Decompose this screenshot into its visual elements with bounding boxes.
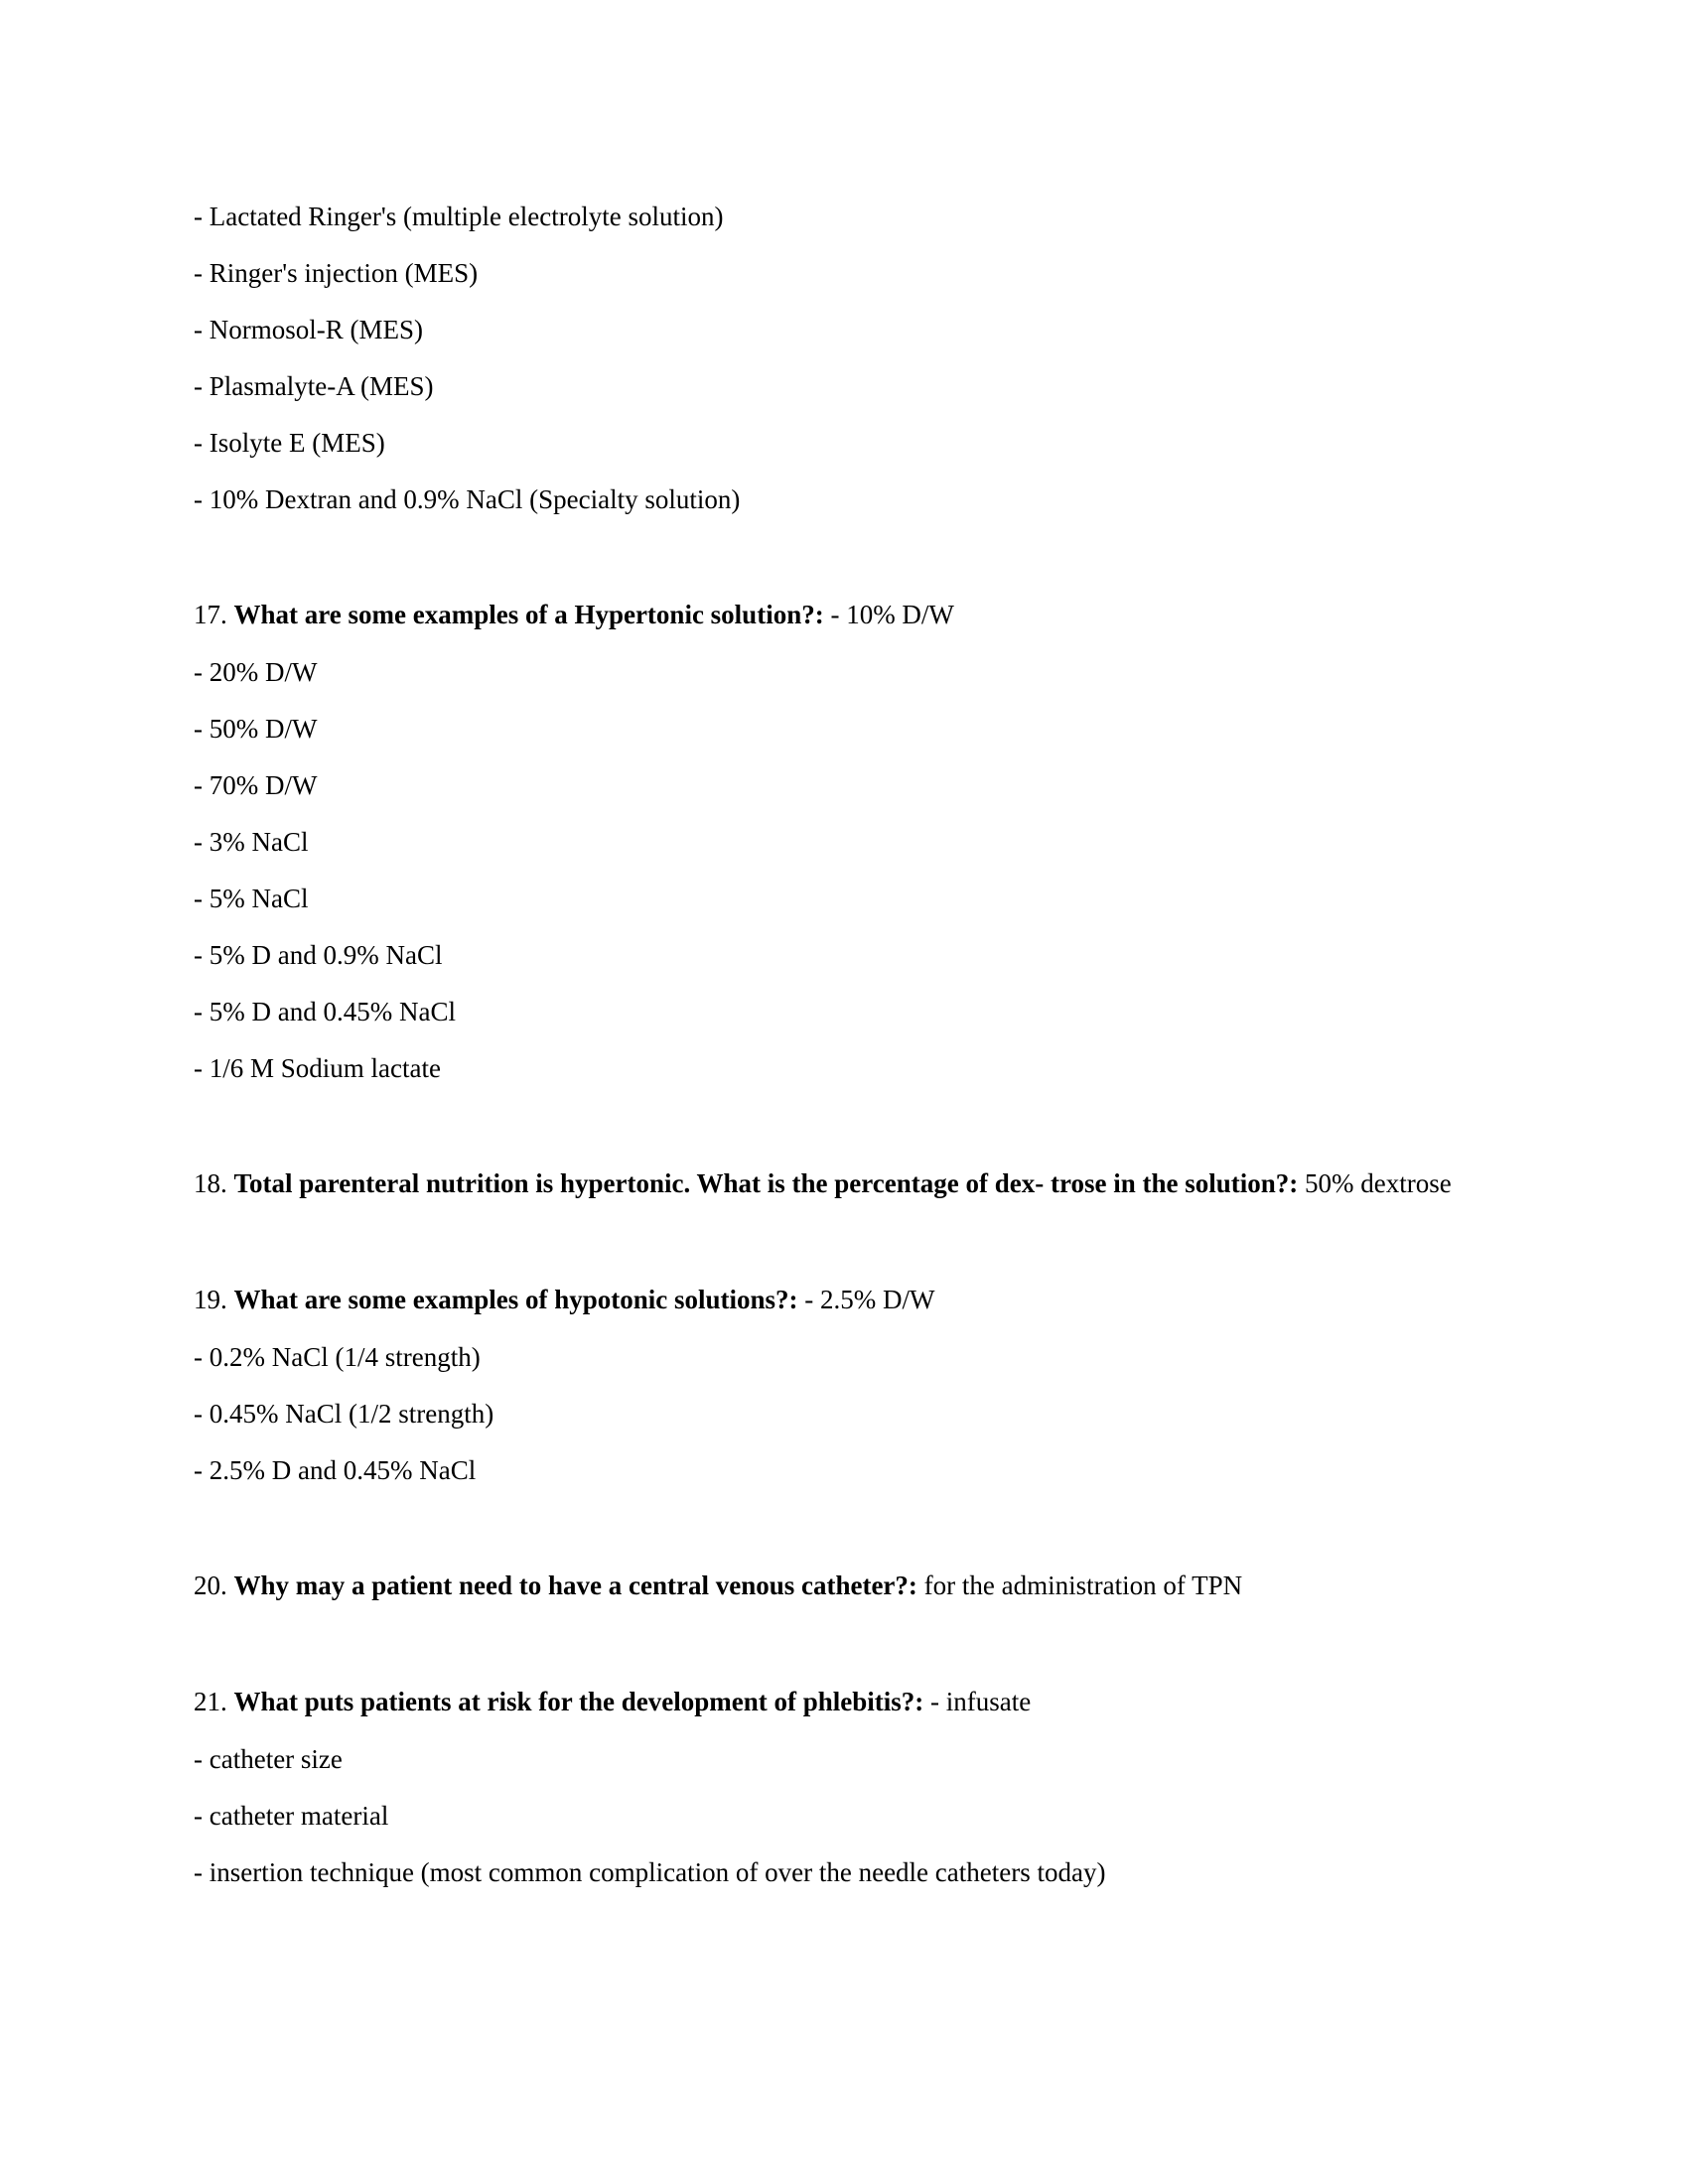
list-item: - 5% D and 0.9% NaCl bbox=[194, 940, 443, 970]
list-item: - 5% NaCl bbox=[194, 884, 309, 913]
qa-item-18 bbox=[194, 1155, 1479, 1213]
list-item: - 2.5% D and 0.45% NaCl bbox=[194, 1455, 477, 1485]
section-spacer bbox=[194, 528, 1479, 586]
qa-answer: - 2.5% D/W bbox=[804, 1285, 935, 1314]
intro-list bbox=[194, 189, 1479, 528]
list-item: - 70% D/W bbox=[194, 770, 318, 800]
qa-item-21 bbox=[194, 1673, 1479, 1901]
qa-number: 19. bbox=[194, 1285, 227, 1314]
section-spacer bbox=[194, 1615, 1479, 1673]
qa-question: Total parenteral nutrition is hypertonic. What is the percentage of dex- trose in the solution?: bbox=[233, 1168, 1299, 1198]
qa-number: 18. bbox=[194, 1168, 227, 1198]
list-item: - 10% Dextran and 0.9% NaCl (Specialty solution) bbox=[194, 484, 741, 514]
qa-question: What are some examples of a Hypertonic solution?: bbox=[233, 600, 824, 629]
section-spacer bbox=[194, 1499, 1479, 1557]
qa-item-17 bbox=[194, 586, 1479, 1097]
list-item: - 50% D/W bbox=[194, 714, 318, 744]
qa-heading bbox=[194, 1271, 1479, 1329]
list-item: - Plasmalyte-A (MES) bbox=[194, 371, 434, 401]
qa-item-20 bbox=[194, 1557, 1479, 1615]
list-item: - 0.45% NaCl (1/2 strength) bbox=[194, 1399, 494, 1429]
qa-item-19 bbox=[194, 1271, 1479, 1499]
qa-answer: - infusate bbox=[930, 1687, 1032, 1716]
list-item: - catheter size bbox=[194, 1744, 343, 1774]
qa-question: Why may a patient need to have a central venous catheter?: bbox=[233, 1570, 917, 1600]
qa-number: 17. bbox=[194, 600, 227, 629]
qa-heading bbox=[194, 1155, 1479, 1213]
list-item: - Lactated Ringer's (multiple electrolyte solution) bbox=[194, 202, 724, 231]
qa-heading bbox=[194, 1557, 1479, 1615]
list-item: - 0.2% NaCl (1/4 strength) bbox=[194, 1342, 481, 1372]
list-item: - 3% NaCl bbox=[194, 827, 309, 857]
qa-question: What puts patients at risk for the development of phlebitis?: bbox=[233, 1687, 924, 1716]
qa-question: What are some examples of hypotonic solutions?: bbox=[233, 1285, 798, 1314]
list-item: - Ringer's injection (MES) bbox=[194, 258, 479, 288]
qa-answer: - 10% D/W bbox=[830, 600, 954, 629]
section-spacer bbox=[194, 1097, 1479, 1155]
qa-answer: 50% dextrose bbox=[1304, 1168, 1452, 1198]
list-item: - insertion technique (most common complication of over the needle catheters today) bbox=[194, 1857, 1106, 1887]
qa-heading bbox=[194, 586, 1479, 644]
list-item: - 5% D and 0.45% NaCl bbox=[194, 997, 456, 1026]
list-item: - catheter material bbox=[194, 1801, 389, 1831]
list-item: - Isolyte E (MES) bbox=[194, 428, 385, 458]
list-item: - Normosol-R (MES) bbox=[194, 315, 423, 344]
qa-heading bbox=[194, 1673, 1479, 1731]
qa-answer: for the administration of TPN bbox=[923, 1570, 1243, 1600]
list-item: - 20% D/W bbox=[194, 657, 318, 687]
list-item: - 1/6 M Sodium lactate bbox=[194, 1053, 441, 1083]
section-spacer bbox=[194, 1213, 1479, 1271]
qa-number: 21. bbox=[194, 1687, 227, 1716]
qa-number: 20. bbox=[194, 1570, 227, 1600]
